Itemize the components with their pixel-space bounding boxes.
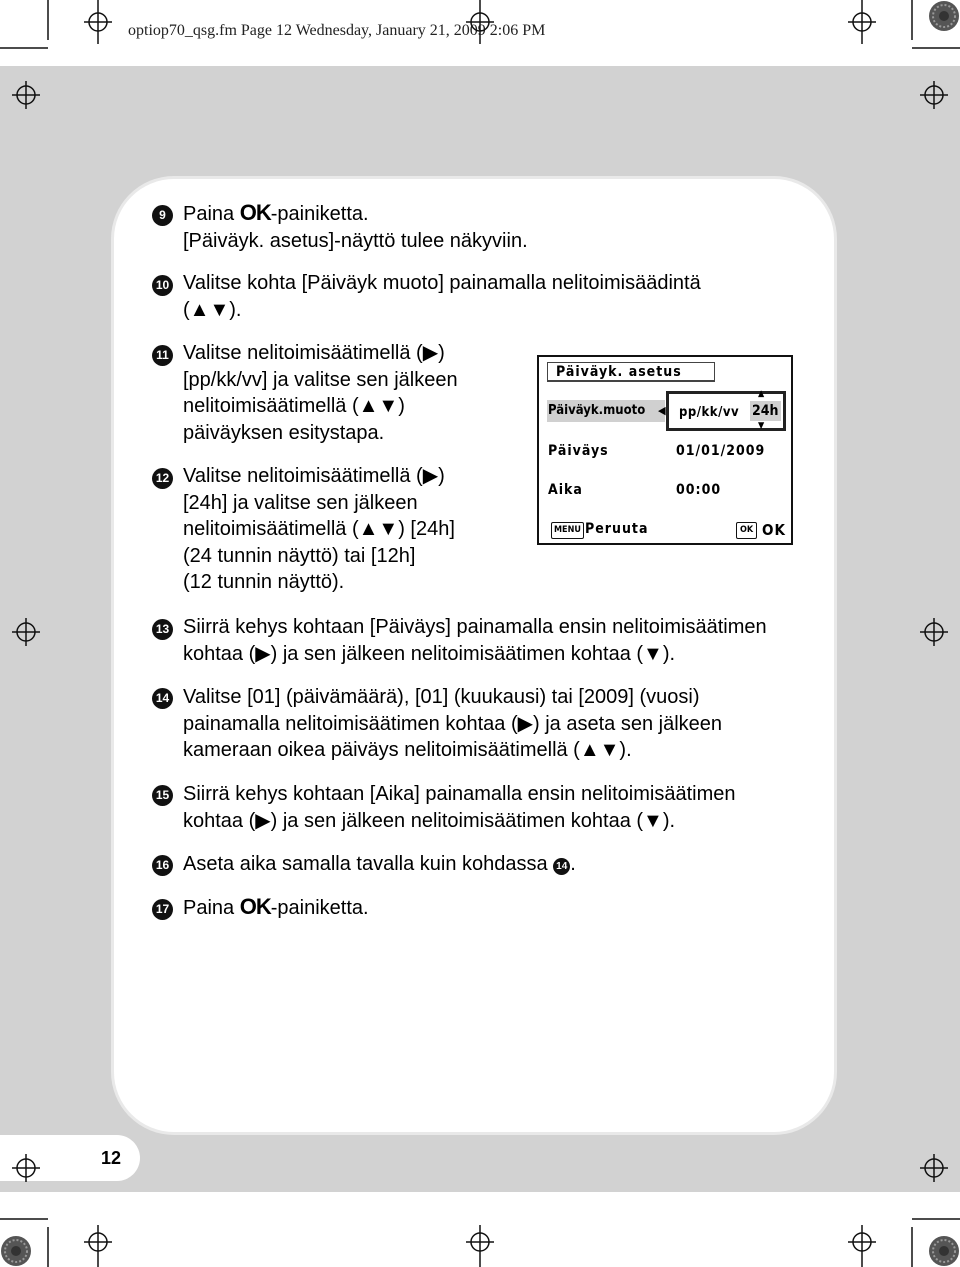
step-12-line-1: Valitse nelitoimisäätimellä (▶) [183, 465, 445, 487]
registration-mark-icon [84, 1225, 112, 1267]
screen-title: Päiväyk. asetus [547, 362, 715, 382]
step-10-line-2: (▲▼). [183, 298, 242, 321]
step-16-period: . [570, 853, 576, 875]
step-10-line-1: Valitse kohta [Päiväyk muoto] painamalla nelitoimisäädintä [183, 272, 701, 294]
step-16-text: Aseta aika samalla tavalla kuin kohdassa [183, 853, 554, 875]
registration-mark-icon [466, 0, 494, 44]
step-17-text: Paina [183, 897, 240, 919]
cancel-label: Peruuta [585, 521, 649, 537]
step-12-line-5: (12 tunnin näyttö). [183, 571, 345, 593]
step-14-line-2: painamalla nelitoimisäätimen kohtaa (▶) ja aseta sen jälkeen [183, 712, 723, 735]
step-number-15: 15 [152, 785, 173, 806]
step-15-line-2: kohtaa (▶) ja sen jälkeen nelitoimisäätimen kohtaa (▼). [183, 809, 676, 832]
time-value: 00:00 [676, 482, 722, 498]
color-target-icon [1, 1236, 31, 1266]
step-9-text: Paina [183, 203, 240, 225]
registration-mark-icon [12, 1154, 40, 1182]
color-target-icon [929, 1, 959, 31]
menu-key-icon: MENU [551, 522, 584, 539]
header-text: optiop70_qsg.fm Page 12 Wednesday, January 21, 2009 2:06 PM [128, 22, 546, 39]
step-12-line-2: [24h] ja valitse sen jälkeen [183, 491, 418, 514]
step-14-line-1: Valitse [01] (päivämäärä), [01] (kuukausi) tai [2009] (vuosi) [183, 686, 700, 708]
date-value: 01/01/2009 [676, 443, 766, 459]
step-number-10: 10 [152, 275, 173, 296]
step-15-line-1: Siirrä kehys kohtaan [Aika] painamalla ensin nelitoimisäätimen [183, 783, 736, 805]
step-number-11: 11 [152, 345, 173, 366]
step-number-17: 17 [152, 899, 173, 920]
ok-label-screen: OK [762, 521, 786, 539]
registration-mark-icon [84, 0, 112, 44]
registration-mark-icon [848, 0, 876, 44]
time-label: Aika [548, 482, 583, 498]
step-13-line-1: Siirrä kehys kohtaan [Päiväys] painamalla ensin nelitoimisäätimen [183, 616, 767, 638]
step-number-12: 12 [152, 468, 173, 489]
step-9-text-end: -painiketta. [270, 203, 369, 225]
step-17-text-end: -painiketta. [270, 897, 369, 919]
date-label: Päiväys [548, 443, 609, 459]
date-format-label: Päiväyk.muoto [548, 403, 646, 418]
registration-mark-icon [12, 618, 40, 646]
step-number-14: 14 [152, 688, 173, 709]
step-number-16: 16 [152, 855, 173, 876]
registration-mark-icon [466, 1225, 494, 1267]
step-11-line-3: nelitoimisäätimellä (▲▼) [183, 395, 405, 417]
page-number: 12 [101, 1148, 122, 1168]
step-11-line-4: päiväyksen esitystapa. [183, 421, 385, 444]
step-12-line-4: (24 tunnin näyttö) tai [12h] [183, 544, 416, 567]
date-format-value: pp/kk/vv [679, 405, 740, 420]
step-11-line-1: Valitse nelitoimisäätimellä (▶) [183, 342, 445, 364]
registration-mark-icon [12, 81, 40, 109]
color-target-icon [929, 1236, 959, 1266]
registration-mark-icon [920, 81, 948, 109]
registration-mark-icon [920, 1154, 948, 1182]
ok-label: OK [239, 894, 271, 919]
ok-key-icon: OK [736, 522, 757, 539]
step-12-line-3: nelitoimisäätimellä (▲▼) [24h] [183, 518, 455, 540]
triangle-left-icon: ◀ [658, 404, 667, 417]
registration-mark-icon [848, 1225, 876, 1267]
step-14-line-3: kameraan oikea päiväys nelitoimisäätimellä (▲▼). [183, 739, 632, 761]
step-9-line-2: [Päiväyk. asetus]-näyttö tulee näkyviin. [183, 229, 528, 252]
triangle-up-icon: ▲ [758, 389, 766, 399]
time-format-value: 24h [752, 403, 779, 419]
registration-mark-icon [920, 618, 948, 646]
step-reference-14: 14 [553, 858, 570, 875]
step-13-line-2: kohtaa (▶) ja sen jälkeen nelitoimisäätimen kohtaa (▼). [183, 642, 676, 665]
step-number-13: 13 [152, 619, 173, 640]
step-number-9: 9 [152, 205, 173, 226]
triangle-down-icon: ▼ [758, 421, 766, 431]
step-11-line-2: [pp/kk/vv] ja valitse sen jälkeen [183, 368, 458, 391]
ok-label: OK [239, 200, 271, 225]
